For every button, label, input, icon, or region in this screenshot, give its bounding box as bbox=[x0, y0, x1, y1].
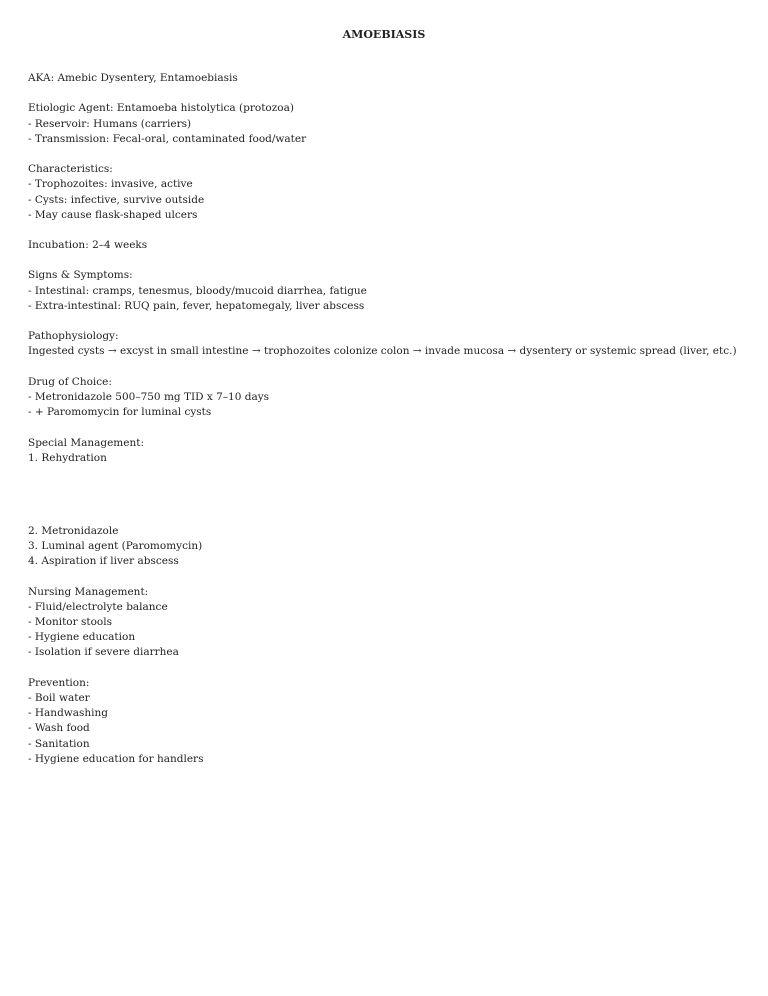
incubation-line: Incubation: 2–4 weeks bbox=[28, 239, 148, 252]
list-item: 4. Aspiration if liver abscess bbox=[28, 555, 179, 568]
list-item: - Fluid/electrolyte balance bbox=[28, 600, 168, 613]
etiologic-heading: Etiologic Agent: Entamoeba histolytica (protozoa) bbox=[28, 102, 294, 115]
document-body bbox=[28, 71, 748, 767]
aka-line: AKA: Amebic Dysentery, Entamoebiasis bbox=[28, 72, 238, 84]
list-item: - Hygiene education bbox=[28, 631, 136, 644]
list-item: - Boil water bbox=[28, 691, 90, 704]
list-item: - Wash food bbox=[28, 722, 90, 735]
list-item: - Reservoir: Humans (carriers) bbox=[28, 117, 192, 130]
list-item: - Intestinal: cramps, tenesmus, bloody/mucoid diarrhea, fatigue bbox=[28, 284, 367, 297]
characteristics-heading: Characteristics: bbox=[28, 163, 113, 176]
list-item: - Hygiene education for handlers bbox=[28, 752, 204, 765]
list-item: - Extra-intestinal: RUQ pain, fever, hepatomegaly, liver abscess bbox=[28, 299, 365, 312]
list-item: - Monitor stools bbox=[28, 616, 112, 628]
special-management-heading: Special Management: bbox=[28, 436, 144, 449]
signs-heading: Signs & Symptoms: bbox=[28, 269, 133, 282]
list-item: - Metronidazole 500–750 mg TID x 7–10 days bbox=[28, 390, 270, 403]
list-item: - Handwashing bbox=[28, 707, 109, 720]
list-item: - Transmission: Fecal-oral, contaminated food/water bbox=[28, 132, 307, 145]
list-item: 1. Rehydration bbox=[28, 451, 107, 464]
list-item: 3. Luminal agent (Paromomycin) bbox=[28, 540, 203, 553]
list-item: 2. Metronidazole bbox=[28, 524, 119, 537]
prevention-heading: Prevention: bbox=[28, 676, 90, 689]
list-item: - Cysts: infective, survive outside bbox=[28, 193, 205, 206]
drug-heading: Drug of Choice: bbox=[28, 375, 112, 388]
nursing-management-heading: Nursing Management: bbox=[28, 585, 149, 598]
pathophysiology-text: Ingested cysts → excyst in small intestine → trophozoites colonize colon → invade mucosa → dysentery or systemic spread (liver, etc.) bbox=[28, 345, 737, 358]
list-item: - + Paromomycin for luminal cysts bbox=[28, 406, 212, 419]
list-item: - Sanitation bbox=[28, 737, 90, 750]
pathophysiology-heading: Pathophysiology: bbox=[28, 330, 119, 343]
list-item: - May cause flask-shaped ulcers bbox=[28, 208, 198, 221]
page-title: AMOEBIASIS bbox=[342, 28, 426, 41]
list-item: - Isolation if severe diarrhea bbox=[28, 646, 179, 659]
list-item: - Trophozoites: invasive, active bbox=[28, 178, 193, 191]
